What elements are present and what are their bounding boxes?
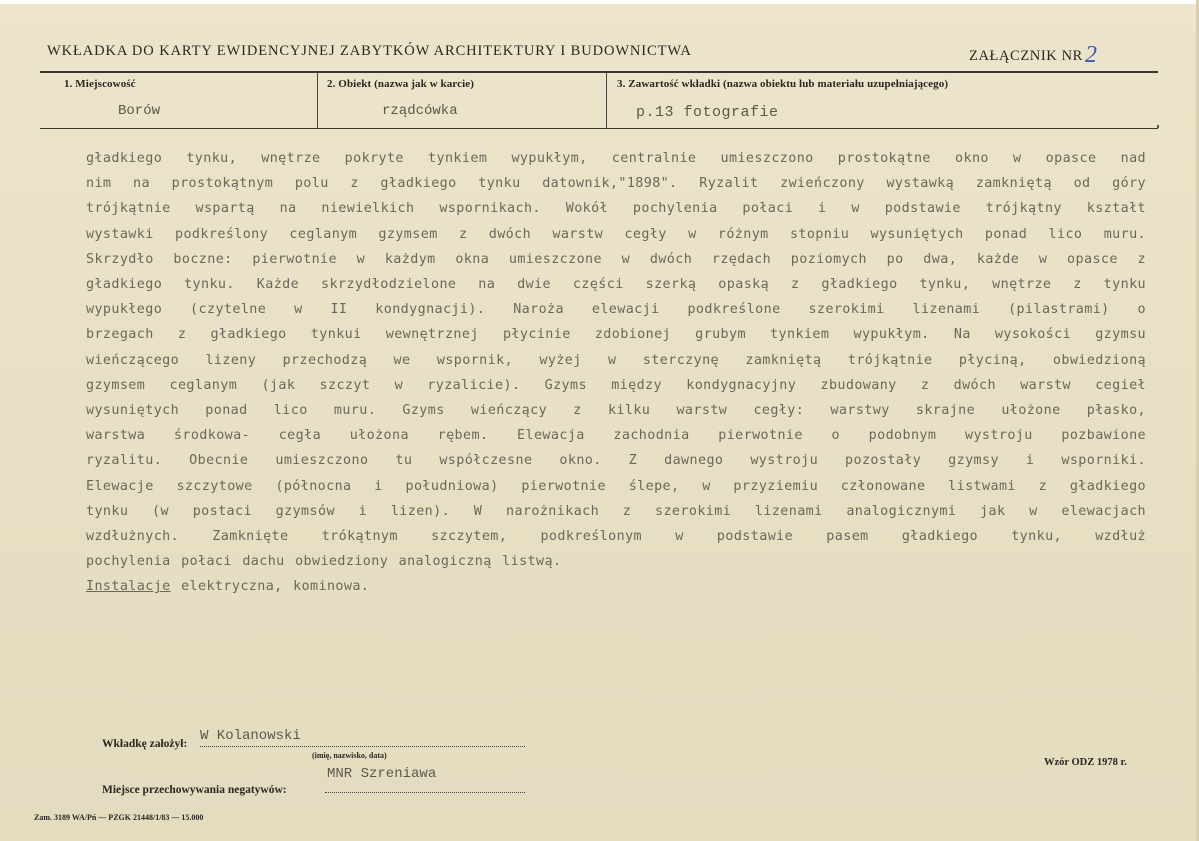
locality-value: Borów [118,103,161,119]
annex-number: 2 [1084,42,1098,68]
text-line: gładkiego tynku. Każde skrzydłodzielone na dwie części szerką opaską z gładkiego tynku, wnętrze z tynku [86,277,1146,293]
created-by-hint: (imię, nazwisko, data) [312,751,387,760]
form-title: WKŁADKA DO KARTY EWIDENCYJNEJ ZABYTKÓW ARCHITEKTURY I BUDOWNICTWA [47,43,692,59]
annex-header [969,40,1098,67]
field-divider-2 [606,73,607,129]
print-note: Zam. 3189 WA/Pń — PZGK 21448/1/83 — 15.000 [34,813,204,822]
object-label: 2. Obiekt (nazwa jak w karcie) [327,78,475,90]
created-by-line [200,746,525,747]
text-line: trójkątnie wspartą na niewielkich wspornikach. Wokół pochylenia połaci i w podstawie trójkątny kształt [86,201,1146,217]
content-value: p.13 fotografie [636,104,779,121]
text-line: Skrzydło boczne: pierwotnie w każdym okna umieszczone w dwóch rzędach poziomych po dwa, każde w opasce z [86,251,1146,267]
text-line: Elewacje szczytowe (północna i południowa) pierwotnie ślepe, w przyziemiu członowane listwami z gładkiego [86,478,1146,494]
created-by-value: W Kolanowski [200,728,301,744]
created-by-label: Wkładkę założył: [102,738,188,750]
storage-line [325,792,525,793]
annex-label: ZAŁĄCZNIK NR [969,48,1083,64]
locality-label: 1. Miejscowość [64,78,136,90]
text-line: pochylenia połaci dachu obwiedziony analogiczną listwą. [86,554,562,570]
text-line: warstwa środkowa- cegła ułożona rębem. Elewacja zachodnia pierwotnie o podobnym wystroju pozbawione [86,428,1146,444]
installations-label: Instalacje [86,579,171,595]
field-tick [1157,125,1159,128]
text-line: nim na prostokątnym polu z gładkiego tynku datownik,"1898". Ryzalit zwieńczony wystawką zamkniętą od góry [86,176,1146,192]
text-line: wysuniętych ponad lico muru. Gzyms wieńczący z kilku warstw cegły: warstwy skrajne ułożone płasko, [86,403,1146,419]
storage-label: Miejsce przechowywania negatywów: [102,784,287,796]
text-line: brzegach z gładkiego tynkui wewnętrznej płycinie zdobionej grubym tynkiem wypukłym. Na wysokości gzymsu [86,327,1146,343]
object-value: rządcówka [382,103,458,119]
installations-value: elektryczna, kominowa. [170,579,370,595]
paper-edge [0,0,1199,4]
text-line: gładkiego tynku, wnętrze pokryte tynkiem wypukłym, centralnie umieszczono prostokątne okno w opasce nad [86,151,1146,166]
text-line: ryzalitu. Obecnie umieszczono tu współczesne okno. Z dawnego wystroju pozostały gzymsy i wsporniki. [86,453,1146,469]
storage-value: MNR Szreniawa [327,766,437,782]
header-rule-top [40,71,1158,73]
text-line: wystawki podkreślony ceglanym gzymsem z dwóch warstw cegły w różnym stopniu wysuniętych ponad lico muru. [86,226,1146,242]
text-line: gzymsem ceglanym (jak szczyt w ryzalicie). Gzyms między kondygnacyjny zbudowany z dwóch warstw cegieł [86,377,1146,393]
installations-line [86,574,1146,599]
text-line: wypukłego (czytelne w II kondygnacji). Naroża elewacji podkreślone szerokimi lizenami (pilastrami) o [86,302,1146,318]
description-text [86,146,1146,600]
text-line: tynku (w postaci gzymsów i lizen). W narożnikach z szerokimi lizenami analogicznymi jak w elewacjach [86,503,1146,519]
content-label: 3. Zawartość wkładki (nazwa obiektu lub materiału uzupełniającego) [617,78,949,90]
header-rule-bottom [40,128,1158,129]
template-note: Wzór ODZ 1978 r. [1044,757,1127,768]
text-line: wieńczącego lizeny przechodzą we wspornik, wyżej w sterczynę zamkniętą trójkątnie płyciną, obwiedzioną [86,352,1146,368]
field-divider-1 [317,73,318,129]
text-line: wzdłużnych. Zamknięte trókątnym szczytem, podkreślonym w podstawie pasem gładkiego tynku, wzdłuż [86,529,1146,545]
